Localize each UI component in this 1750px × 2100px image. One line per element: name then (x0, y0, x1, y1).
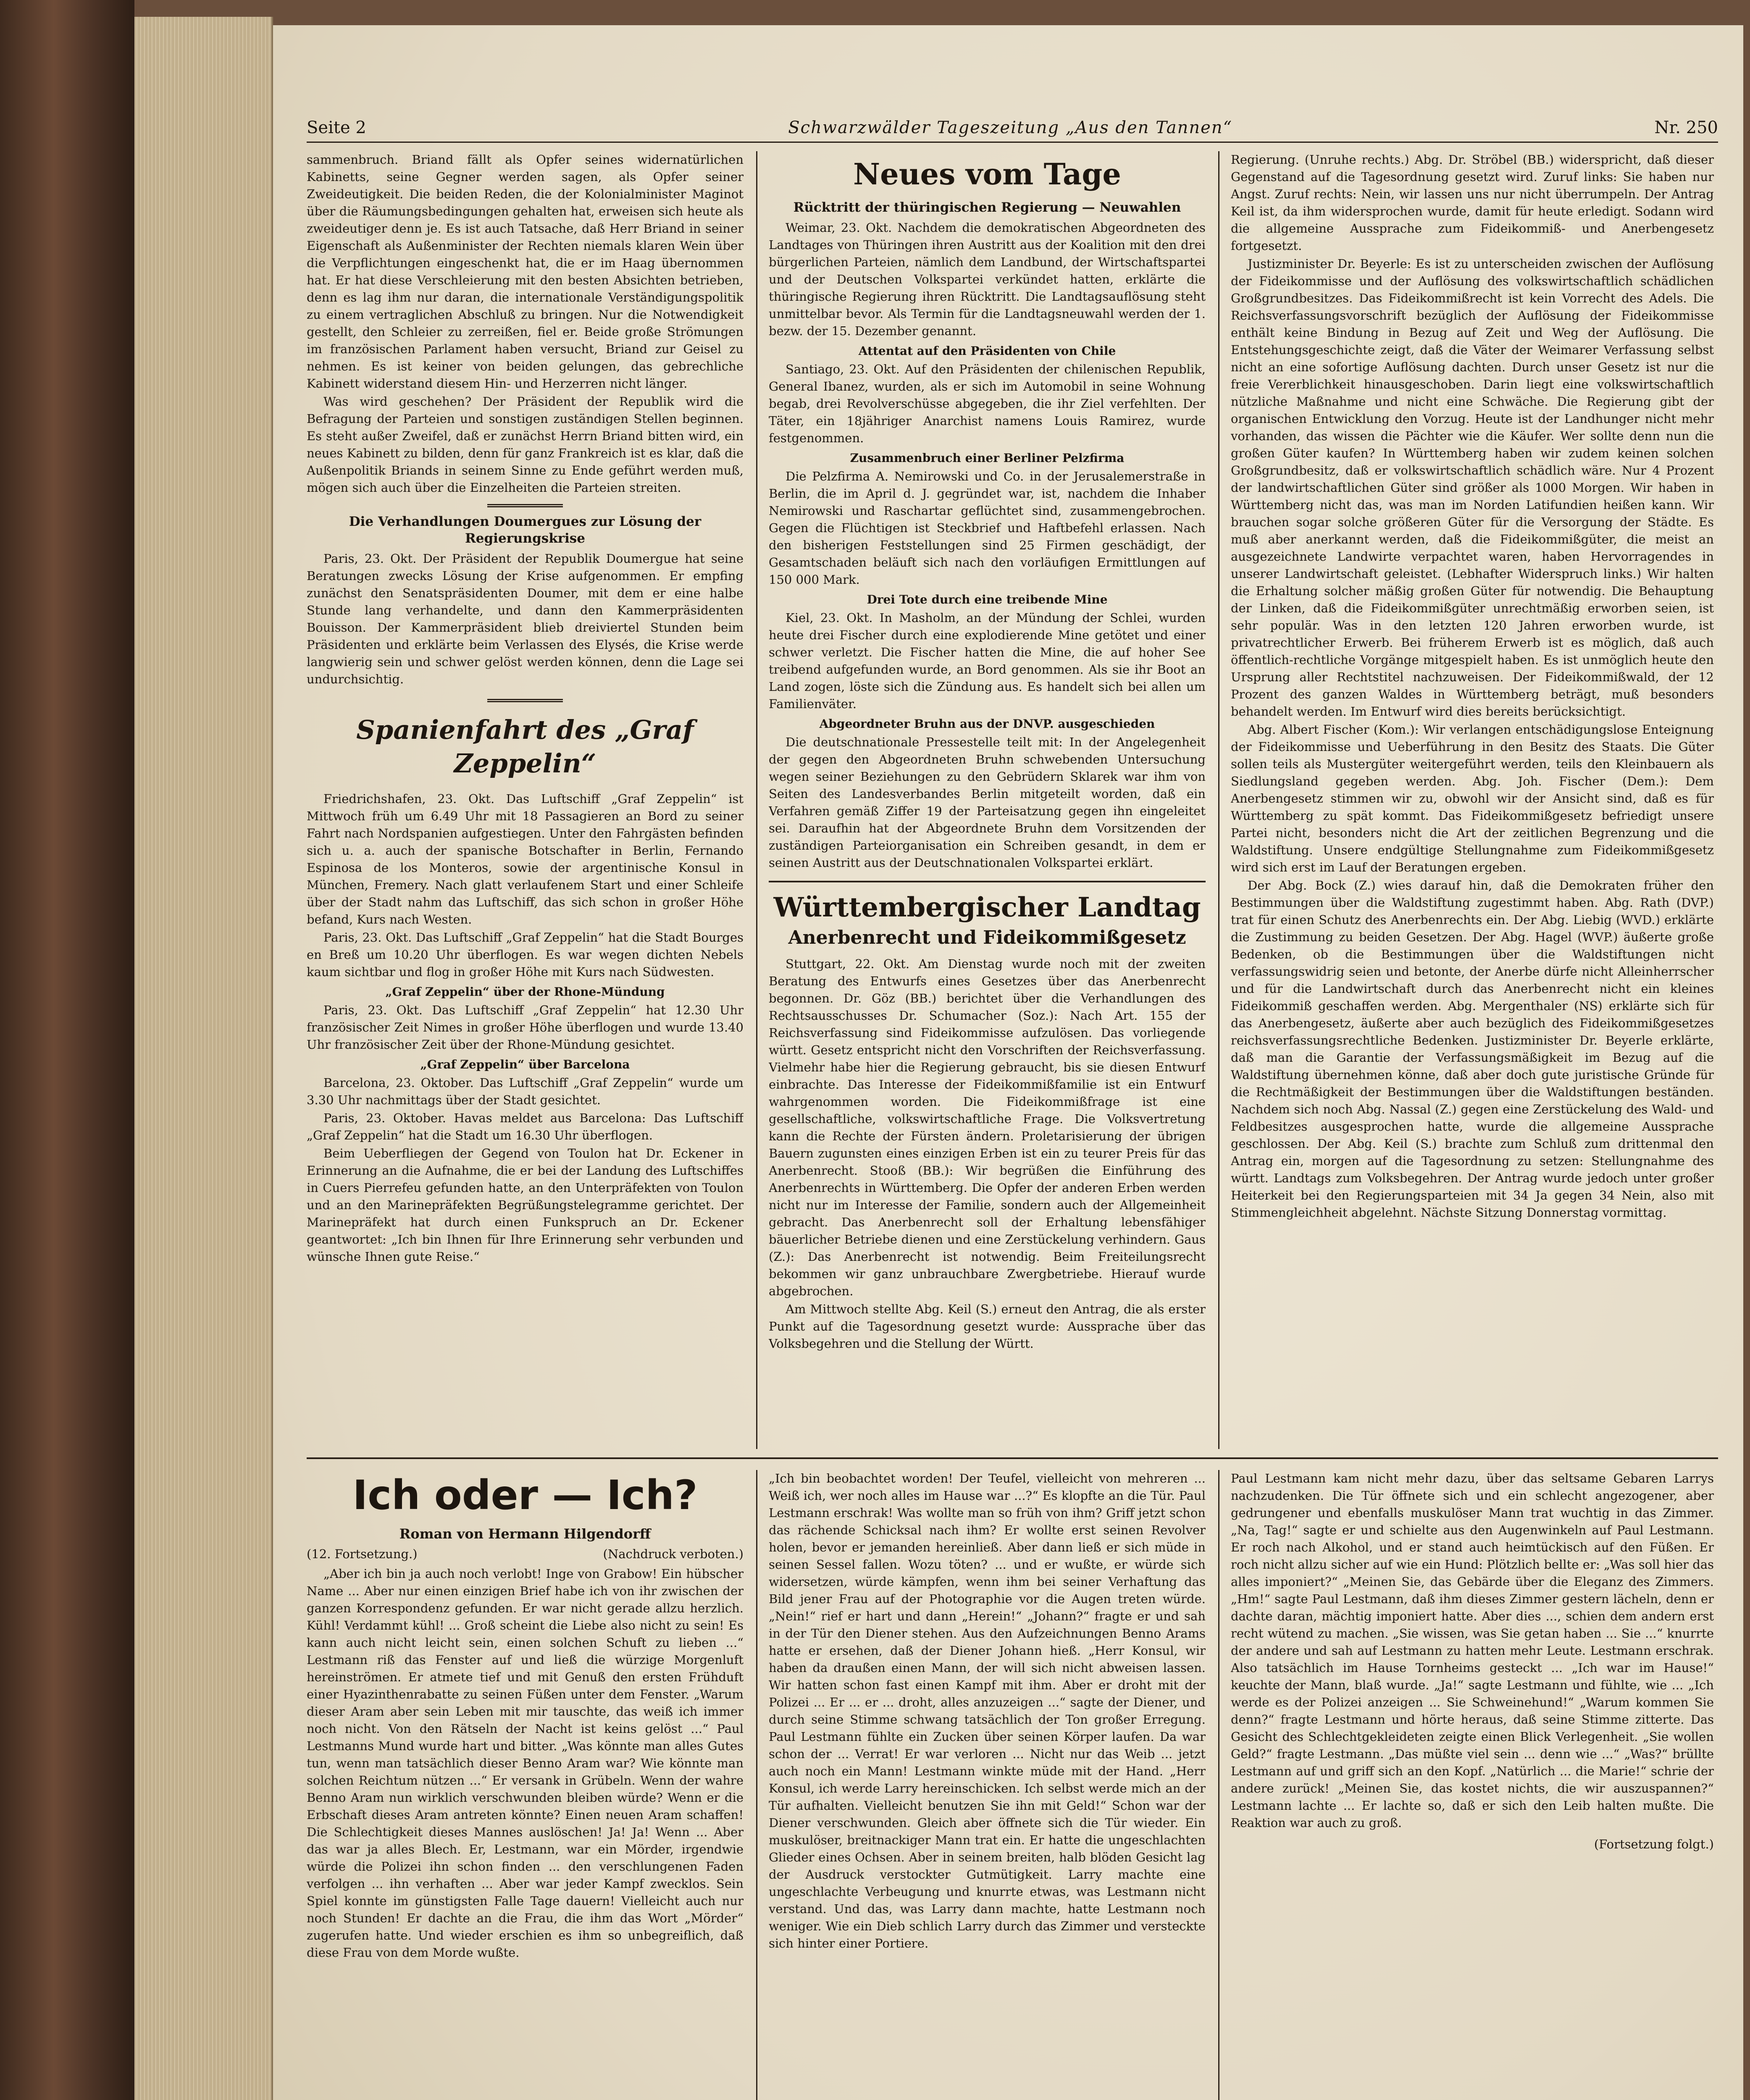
novel-text-part-3: Paul Lestmann kam nicht mehr dazu, über das seltsame Gebaren Larrys nachzudenken. Die Tür öffnete sich und ein schlecht angezogener, aber gedrungener und ebenfalls muskulöser Mann trat wuchtig in das Zimmer. „Na, Tag!“ sagte er und schielte aus den Augenwinkeln auf Paul Lestmann. Er roch nach Alkohol, und er stand auch heimtückisch auf den Füßen. Er roch nicht allzu sicher auf wie ein Hund: Plötzlich bellte er: „Was soll hier das alles imponiert?“ „Meinen Sie, das Gebärde über die Eleganz des Zimmers. „Hm!“ sagte Paul Lestmann, daß ihm dieses Zimmer gestern lächeln, denn er dachte daran, mächtig imponiert hatte. Aber dies ..., schien dem andern erst recht wütend zu machen. „Sie wissen, was Sie getan haben ... Sie ...“ knurrte der andere und sah auf Lestmann zu hatten mehr Leute. Lestmann erschrak. Also tatsächlich im Hause Tornheims gesteckt ... „Ich war im Hause!“ keuchte der Mann, blaß wurde. „Ja!“ sagte Lestmann und fühlte, wie ... „Ich werde es der Polizei anzeigen ... Sie Schweinehund!“ „Warum kommen Sie denn?“ fragte Lestmann und hörte heraus, daß seine Stimme zitterte. Das Gesicht des Schlechtgekleideten zeigte einen Blick Verlegenheit. „Sie wollen Geld?“ fragte Lestmann. „Das müßte viel sein ... denn wie ...“ „Was?“ brüllte Lestmann auf und griff sich an den Kopf. „Natürlich ... die Marie!“ schrie der andere zurück! „Meinen Sie, das kostet nichts, die wir auszuspannen?“ Lestmann lachte ... Er lachte so, daß er sich den Leib halten mußte. Die Reaktion war auch zu groß. (1231, 1471, 1714, 1830)
novel-to-be-continued: (Fortsetzung folgt.) (1594, 1837, 1714, 1851)
article-bruhn: Die deutschnationale Pressestelle teilt mit: In der Angelegenheit der gegen den Abgeordneten Bruhn schwebenden Untersuchung wegen seiner Beziehungen zu den Gebrüdern Sklarek war ihm von Seiten des Landesverbandes Berlin mitgeteilt worden, daß ein Verfahren gemäß Ziffer 19 der Parteisatzung gegen ihn eingeleitet sei. Daraufhin hat der Abgeordnete Bruhn dem Vorsitzenden der zuständigen Parteiorganisation ein Schreiben gesandt, in dem er seinen Austritt aus der Deutschnationalen Volkspartei erklärt. (769, 735, 1206, 870)
novel-column-1 (307, 1470, 744, 2100)
heading-rhone: „Graf Zeppelin“ über der Rhone-Mündung (385, 985, 665, 999)
novel-byline: Roman von Hermann Hilgendorff (399, 1526, 651, 1542)
novel-text-part-1: „Aber ich bin ja auch noch verlobt! Inge von Grabow! Ein hübscher Name ... Aber nur einen einzigen Brief habe ich von ihr zwischen der ganzen Korrespondenz gefunden. Er war nicht gerade allzu herzlich. Kühl! Verdammt kühl! ... Groß scheint die Liebe also nicht zu sein! Es kann auch nicht leicht sein, einen solchen Schuft zu lieben ...“ Lestmann riß das Fenster auf und ließ die würzige Morgenluft hereinströmen. Er atmete tief und mit Genuß den ersten Frühduft einer Hyazinthenrabatte zu seinen Füßen unter dem Fenster. „Warum dieser Aram aber sein Leben mit mir tauschte, das weiß ich immer noch nicht. Von den Rätseln der Nacht ist keins gelöst ...“ Paul Lestmanns Mund wurde hart und bitter. „Was könnte man alles Gutes tun, wenn man tatsächlich dieser Benno Aram war? Wie könnte man solchen Reichtum nützen ...“ Er versank in Grübeln. Wenn der wahre Benno Aram nun wirklich verschwunden bleiben würde? Wenn er die Erbschaft dieses Aram antreten könnte? Einen neuen Aram schaffen! Die Schlechtigkeit dieses Mannes auslöschen! Ja! Ja! Wenn ... Aber das war ja alles Blech. Er, Lestmann, war ein Mörder, irgendwie würde die Polizei ihn schon finden ... den verschlungenen Faden verfolgen ... ihn verhaften ... Aber war jeder Kampf zwecklos. Sein Spiel konnte im günstigsten Falle Tage dauern! Vielleicht auch nur noch Stunden! Er dachte an die Frau, die ihm das Wort „Mörder“ zugerufen hatte. Und wieder erschien es ihm so unbegreiflich, daß diese Frau von dem Morde wußte. (307, 1567, 744, 1960)
column-rule (756, 1470, 757, 2100)
article-zeppelin-bourges: Paris, 23. Okt. Das Luftschiff „Graf Zeppelin“ hat die Stadt Bourges en Breß um 10.20 Uhr überflogen. Es war wegen dichten Nebels kaum sichtbar und flog in großer Höhe mit Kurs nach Südwesten. (307, 930, 744, 979)
article-beyerle: Justizminister Dr. Beyerle: Es ist zu unterscheiden zwischen der Auflösung der Fideikommisse und der Auflösung des volkswirtschaftlich schädlichen Großgrundbesitzes. Das Fideikommißrecht ist kein Vorrecht des Adels. Die Reichsverfassungsvorschrift bezüglich der Auflösung der Fideikommisse enthält keine Bindung in Bezug auf Zeit und Weg der Auflösung. Die Entstehungsgeschichte zeigt, daß die Väter der Weimarer Verfassung selbst nicht an eine sofortige Auflösung dachten. Durch unser Gesetz ist nur die freie Vererblichkeit hinausgeschoben. Darin liegt eine volkswirtschaftlich nützliche Maßnahme und nicht eine Schwäche. Die Regierung gibt der organischen Entwicklung den Vorzug. Heute ist der Landhunger nicht mehr vorhanden, das wissen die Pächter wie die Käufer. Wer sollte denn nun die großen Güter kaufen? In Württemberg haben wir zudem keinen solchen Großgrundbesitz, daß er volkswirtschaftlich schädlich wäre. Nur 4 Prozent der landwirtschaftlichen Güter sind größer als 1000 Morgen. Wir haben in Württemberg nicht das, was man im Norden Latifundien heißen kann. Wir brauchen sogar solche größeren Güter für die Versorgung der Städte. Es muß aber anerkannt werden, daß die Fideikommißgüter, die meist an ausgezeichnete Landwirte verpachtet waren, haben Hervorragendes in unserer Landwirtschaft geleistet. (Lebhafter Widerspruch links.) Wir halten die Erhaltung solcher mäßig großen Güter für notwendig. Die Behauptung der Linken, daß die Fideikommißgüter unrechtmäßig erworben seien, ist sehr populär. Was in den letzten 120 Jahren erworben wurde, ist privatrechtlicher Erwerb. Bei früherem Erwerb ist es möglich, daß auch öffentlich-rechtliche Vorgänge mitgespielt haben. Es ist unmöglich heute den Ursprung aller Rechtstitel nachzuweisen. Der Fideikommißwald, der 12 Prozent des ganzen Waldes in Württemberg beträgt, muß besonders behandelt werden. Im Entwurf wird dies bereits berücksichtigt. (1231, 257, 1714, 719)
headline-landtag: Württembergischer Landtag (773, 892, 1201, 923)
article-fischer: Abg. Albert Fischer (Kom.): Wir verlangen entschädigungslose Enteignung der Fideikommisse und Ueberführung in den Besitz des Staats. Die Güter sollen teils als Mustergüter weitergeführt werden, teils den Kleinbauern als Siedlungsland gegeben werden. Abg. Joh. Fischer (Dem.): Dem Anerbengesetz stimmen wir zu, obwohl wir der Ansicht sind, daß es für Württemberg zu spät kommt. Das Fideikommißgesetz befriedigt unsere Partei nicht, besonders nicht die Art der zeitlichen Begrenzung und die Waldstiftung. Unsere endgültige Stellungnahme zum Fideikommißgesetz wird sich erst im Lauf der Beratungen ergeben. (1231, 722, 1714, 874)
heading-mine: Drei Tote durch eine treibende Mine (867, 593, 1108, 606)
subheadline-landtag: Anerbenrecht und Fideikommißgesetz (788, 927, 1186, 948)
novel-text-part-2: „Ich bin beobachtet worden! Der Teufel, vielleicht von mehreren ... Weiß ich, wer noch alles im Hause war ...?“ Es klopfte an die Tür. Paul Lestmann erschrak! Was wollte man so früh von ihm? Griff jetzt schon das rächende Schicksal nach ihm? Er wollte erst seinen Revolver holen, bevor er jemanden hereinließ. Aber dann ließ er sich müde in seinen Sessel fallen. Wozu töten? ... und er wußte, er würde sich widersetzen, würde kämpfen, wenn ihm bei seiner Verhaftung das Bild jener Frau auf der Photographie vor die Augen treten würde. „Nein!“ rief er hart und dann „Herein!“ „Johann?“ fragte er und sah in der Tür den Diener stehen. Aus den Aufzeichnungen Benno Arams hatte er ersehen, daß der Diener Johann hieß. „Herr Konsul, wir haben da draußen einen Mann, der will sich nicht abweisen lassen. Wir hatten schon fast einen Kampf mit ihm. Aber er droht mit der Polizei ... Er ... er ... droht, alles anzuzeigen ...“ sagte der Diener, und durch seine Stimme schwang tatsächlich der Ton großer Erregung. Paul Lestmann fühlte ein Zucken über seinen Körper laufen. Da war schon der ... Verrat! Er war verloren ... Nicht nur das Weib ... jetzt auch noch ein Mann! Lestmann winkte müde mit der Hand. „Herr Konsul, ich werde Larry hereinschicken. Ich selbst werde mich an der Tür aufhalten. Vielleicht benutzen Sie ihn mit Geld!“ Schon war der Diener verschwunden. Gleich aber öffnete sich die Tür wieder. Ein muskulöser, breitnackiger Mann trat ein. Er hatte die ungeschlachten Glieder eines Ochsen. Aber in seinem breiten, halb blöden Gesicht lag der Ausdruck verstockter Gutmütigkeit. Larry machte eine ungeschlachte Verbeugung und knurrte etwas, was Lestmann nicht verstand. Und das, was Larry dann machte, hatte Lestmann noch weniger. Wie ein Dieb schlich Larry durch das Zimmer und versteckte sich hinter einer Portiere. (769, 1471, 1206, 1950)
page-edges (134, 17, 273, 2100)
novel-continuation: (12. Fortsetzung.) (307, 1547, 418, 1561)
column-3 (1231, 151, 1714, 1449)
running-head (307, 105, 1718, 143)
section-rule (769, 881, 1206, 882)
paper-title: Schwarzwälder Tageszeitung „Aus den Tannen“ (788, 118, 1232, 137)
heading-thueringen: Rücktritt der thüringischen Regierung — Neuwahlen (793, 200, 1181, 215)
article-briand-continued: sammenbruch. Briand fällt als Opfer seines widernatürlichen Kabinetts, seine Gegner werden sagen, als Opfer seiner Zweideutigkeit. Die beiden Reden, die der Kolonialminister Maginot über die Räumungsbedingungen gehalten hat, erweisen sich heute als zweideutiger denn je. Es ist auch Tatsache, daß Herr Briand in seiner Eigenschaft als Außenminister der Rechten niemals klaren Wein über die Verpflichtungen eingeschenkt hat, die er im Haag übernommen hat. Er hat diese Verschleierung mit den besten Absichten betrieben, denn es lag ihm nur daran, die internationale Verständigungspolitik zu einem vertraglichen Abschluß zu bringen. Nur die Notwendigkeit gestellt, den Schleier zu zerreißen, fiel er. Beide große Strömungen im französischen Parlament haben versucht, Briand zur Geisel zu nehmen. Es ist keiner von beiden gelungen, das gebrechliche Kabinett widerstand diesem Hin- und Herzerren nicht länger. (307, 152, 744, 391)
book-spine (0, 0, 134, 2100)
novel-reprint-notice: (Nachdruck verboten.) (603, 1547, 744, 1561)
article-briand-outlook: Was wird geschehen? Der Präsident der Republik wird die Befragung der Parteien und sonstigen zuständigen Stellen beginnen. Es steht außer Zweifel, daß er zunächst Herrn Briand bitten wird, ein neues Kabinett zu bilden, denn für ganz Frankreich ist es klar, daß die Außenpolitik Briands in seinem Sinne zu Ende geführt werden muß, mögen sich auch über die Einzelheiten die Parteien streiten. (307, 394, 744, 495)
headline-neues-vom-tage: Neues vom Tage (853, 157, 1121, 192)
article-zeppelin-rhone: Paris, 23. Okt. Das Luftschiff „Graf Zeppelin“ hat 12.30 Uhr französischer Zeit Nimes in großer Höhe überflogen und wurde 13.40 Uhr französischer Zeit über der Rhone-Mündung gesichtet. (307, 1003, 744, 1052)
article-zeppelin-eckener: Beim Ueberfliegen der Gegend von Toulon hat Dr. Eckener in Erinnerung an die Aufnahme, die er bei der Landung des Luftschiffes in Cuers Pierrefeu gefunden hatte, an den Unterpräfekten von Toulon und an den Marinepräfekten Begrüßungstelegramme gerichtet. Der Marinepräfekt hat durch einen Funkspruch an Dr. Eckener geantwortet: „Ich bin Ihnen für Ihre Erinnerung sehr verbunden und wünsche Ihnen gute Reise.“ (307, 1146, 744, 1264)
article-landtag-continued: Regierung. (Unruhe rechts.) Abg. Dr. Ströbel (BB.) widerspricht, daß dieser Gegenstand auf die Tagesordnung gesetzt wird. Zuruf links: Sie haben nur Angst. Zuruf rechts: Nein, wir lassen uns nur nicht überrumpeln. Der Antrag Keil ist, da ihm widersprochen wurde, damit für heute erledigt. Sodann wird die allgemeine Aussprache zum Fideikommiß- und Anerbengesetz fortgesetzt. (1231, 152, 1714, 253)
heading-barcelona: „Graf Zeppelin“ über Barcelona (420, 1058, 630, 1071)
page-label: Seite 2 (307, 118, 366, 137)
column-rule (756, 151, 757, 1449)
divider-ornament (487, 504, 563, 507)
novel-column-2 (769, 1470, 1206, 2100)
novel-meta (307, 1546, 744, 1563)
heading-bruhn: Abgeordneter Bruhn aus der DNVP. ausgeschieden (819, 717, 1155, 731)
article-doumergue: Paris, 23. Okt. Der Präsident der Republik Doumergue hat seine Beratungen zwecks Lösung der Krise aufgenommen. Er empfing zunächst den Senatspräsidenten Doumer, mit dem er eine halbe Stunde lang verhandelte, und dann den Kammerpräsidenten Bouisson. Der Kammerpräsident blieb dreiviertel Stunden beim Präsidenten und erklärte beim Verlassen des Elysés, die Krise werde langwierig sein und schwer gelöst werden können, denn die Lage sei undurchsichtig. (307, 551, 744, 686)
heading-doumergue: Die Verhandlungen Doumergues zur Lösung der Regierungskrise (349, 514, 702, 546)
novel-title: Ich oder — Ich? (352, 1472, 698, 1519)
article-mine: Kiel, 23. Okt. In Masholm, an der Mündung der Schlei, wurden heute drei Fischer durch eine explodierende Mine getötet und einer schwer verletzt. Die Fischer hatten die Mine, die auf hoher See treibend aufgefunden wurde, an Bord genommen. Als sie ihr Boot an Land zogen, löste sich die Zündung aus. Es handelt sich bei allen um Familienväter. (769, 611, 1206, 711)
heading-pelzfirma: Zusammenbruch einer Berliner Pelzfirma (850, 451, 1125, 465)
article-zeppelin-havas: Paris, 23. Oktober. Havas meldet aus Barcelona: Das Luftschiff „Graf Zeppelin“ hat die Stadt um 16.30 Uhr überflogen. (307, 1111, 744, 1142)
headline-zeppelin: Spanienfahrt des „Graf Zeppelin“ (356, 714, 694, 779)
article-thueringen: Weimar, 23. Okt. Nachdem die demokratischen Abgeordneten des Landtages von Thüringen ihren Austritt aus der Koalition mit den drei bürgerlichen Parteien, nämlich dem Landbund, der Wirtschaftspartei und der Deutschen Volkspartei verkündet hatten, erklärte die thüringische Regierung ihren Rücktritt. Die Landtagsauflösung steht unmittelbar bevor. Als Termin für die Landtagsneuwahl werden der 1. bezw. der 15. Dezember genannt. (769, 220, 1206, 338)
newspaper-page (273, 25, 1743, 2100)
column-1 (307, 151, 744, 1428)
article-chile: Santiago, 23. Okt. Auf den Präsidenten der chilenischen Republik, General Ibanez, wurden, als er sich im Automobil in seine Wohnung begab, drei Revolverschüsse abgegeben, die ihr Ziel verfehlten. Der Täter, ein 18jähriger Anarchist namens Louis Ramirez, wurde festgenommen. (769, 362, 1206, 445)
column-rule (1218, 151, 1219, 1449)
issue-number: Nr. 250 (1654, 118, 1718, 137)
divider-ornament (487, 699, 563, 702)
article-landtag: Stuttgart, 22. Okt. Am Dienstag wurde noch mit der zweiten Beratung des Entwurfs eines Gesetzes über das Anerbenrecht begonnen. Dr. Göz (BB.) berichtet über die Verhandlungen des Rechtsausschusses Dr. Schumacher (Soz.): Nach Art. 155 der Reichsverfassung sind Fideikommisse aufzulösen. Das vorliegende württ. Gesetz entspricht nicht den Vorschriften der Reichsverfassung. Vielmehr habe hier die Regierung gebraucht, bis sie diesen Entwurf einbrachte. Das Interesse der Fideikommißfamilie ist ein Entwurf wahrgenommen worden. Die Fideikommißfrage ist eine gesellschaftliche, volkswirtschaftliche Frage. Die Volksvertretung kann die Rechte der Fürsten ändern. Proletarisierung der übrigen Bauern zugunsten eines einzigen Erben ist ein zu teurer Preis für das Anerbenrecht. Stooß (BB.): Wir begrüßen die Einführung des Anerbenrechts in Württemberg. Die Opfer der anderen Erben werden nicht nur im Interesse der Familie, sondern auch der Allgemeinheit gebracht. Das Anerbenrecht soll der Erhaltung lebensfähiger bäuerlicher Betriebe dienen und eine Zerstückelung verhindern. Gaus (Z.): Das Anerbenrecht ist notwendig. Beim Freiteilungsrecht bekommen wir ganz unbrauchbare Zwergbetriebe. Hierauf wurde abgebrochen. (769, 957, 1206, 1298)
column-rule (1218, 1470, 1219, 2100)
heading-chile: Attentat auf den Präsidenten von Chile (858, 344, 1116, 358)
article-pelzfirma: Die Pelzfirma A. Nemirowski und Co. in der Jerusalemerstraße in Berlin, die im April d. J. gegründet war, ist, nachdem die Inhaber Nemirowski und Raschartar geflüchtet sind, zusammengebrochen. Gegen die Flüchtigen ist Steckbrief und Haftbefehl erlassen. Nach den bisherigen Feststellungen sind 25 Firmen geschädigt, der Gesamtschaden beläuft sich nach den vorläufigen Ermittlungen auf 150 000 Mark. (769, 469, 1206, 587)
article-landtag-mittwoch: Am Mittwoch stellte Abg. Keil (S.) erneut den Antrag, die als erster Punkt auf die Tagesordnung gesetzt wurde: Aussprache über das Volksbegehren und die Stellung der Württ. (769, 1302, 1206, 1351)
feuilleton-rule (307, 1457, 1718, 1459)
article-zeppelin-start: Friedrichshafen, 23. Okt. Das Luftschiff „Graf Zeppelin“ ist Mittwoch früh um 6.49 Uhr mit 18 Passagieren an Bord zu seiner Fahrt nach Nordspanien aufgestiegen. Unter den Fahrgästen befinden sich u. a. auch der spanische Botschafter in Berlin, Fernando Espinosa de los Monteros, sowie der argentinische Konsul in München, Fremery. Nach glatt verlaufenem Start und einer Schleife über der Stadt nahm das Luftschiff, das sich schon in großer Höhe befand, Kurs nach Westen. (307, 792, 744, 927)
novel-column-3 (1231, 1470, 1714, 2100)
article-zeppelin-barcelona: Barcelona, 23. Oktober. Das Luftschiff „Graf Zeppelin“ wurde um 3.30 Uhr nachmittags über der Stadt gesichtet. (307, 1076, 744, 1107)
article-bock: Der Abg. Bock (Z.) wies darauf hin, daß die Demokraten früher den Bestimmungen über die Waldstiftung zugestimmt haben. Abg. Rath (DVP.) trat für einen Schutz des Anerbenrechts ein. Der Abg. Liebig (WVD.) erklärte die Zustimmung zu beiden Gesetzen. Der Abg. Hagel (WVP.) äußerte große Bedenken, ob die Bestimmungen über die Waldstiftungen nicht verfassungswidrig seien und betonte, der Anerbe dürfe nicht Alleinherrscher und für die Landwirtschaft durch das Anerbenrecht nicht ein kleines Fideikommiß geschaffen werden. Abg. Mergenthaler (NS) erklärte sich für das Anerbengesetz, äußerte aber auch bezüglich des Fideikommißgesetzes reichsverfassungsrechtliche Bedenken. Justizminister Dr. Beyerle erklärte, daß man die Garantie der Verfassungsmäßigkeit im Bezug auf die Waldstiftung übernehmen könne, daß aber doch gute juristische Gründe für die Rechtmäßigkeit der Bestimmungen über die Waldstiftungen beständen. Nachdem sich noch Abg. Nassal (Z.) gegen eine Zerstückelung des Wald- und Feldbesitzes ausgesprochen hatte, wurde die allgemeine Aussprache geschlossen. Der Abg. Keil (S.) brachte zum Schluß zum drittenmal den Antrag ein, morgen auf die Tagesordnung zu setzen: Stellungnahme des württ. Landtags zum Volksbegehren. Der Antrag wurde jedoch unter großer Heiterkeit bei den Regierungsparteien mit 34 Ja gegen 34 Nein, also mit Stimmengleichheit abgelehnt. Nächste Sitzung Donnerstag vormittag. (1231, 878, 1714, 1220)
column-2 (769, 151, 1206, 1449)
